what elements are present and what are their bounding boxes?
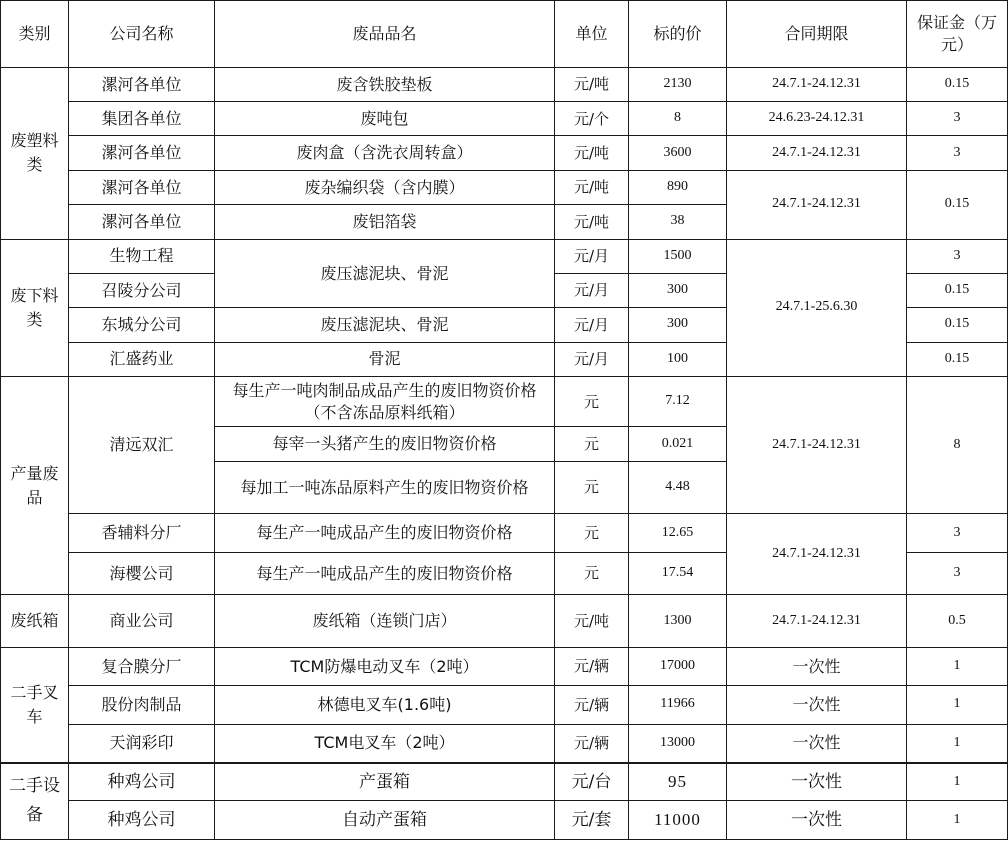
header-period: 合同期限	[727, 1, 907, 68]
deposit-cell: 3	[907, 552, 1008, 594]
table-row	[1, 724, 1008, 762]
price-cell: 4.48	[629, 461, 727, 514]
item-cell: 废压滤泥块、骨泥	[215, 308, 555, 342]
price-cell: 7.12	[629, 376, 727, 427]
price-cell: 890	[629, 170, 727, 204]
header-company: 公司名称	[69, 1, 215, 68]
period-cell: 一次性	[727, 763, 907, 801]
item-cell: 废压滤泥块、骨泥	[215, 239, 555, 308]
company-cell: 漯河各单位	[69, 170, 215, 204]
company-cell: 集团各单位	[69, 102, 215, 136]
table-row	[1, 763, 1008, 801]
unit-cell: 元	[555, 461, 629, 514]
item-cell: 废铝箔袋	[215, 205, 555, 239]
price-cell: 8	[629, 102, 727, 136]
unit-cell: 元	[555, 427, 629, 461]
item-cell: TCM电叉车（2吨）	[215, 724, 555, 762]
table-row	[1, 136, 1008, 170]
item-cell: 自动产蛋箱	[215, 801, 555, 840]
item-cell: 每加工一吨冻品原料产生的废旧物资价格	[215, 461, 555, 514]
unit-cell: 元	[555, 552, 629, 594]
deposit-cell: 1	[907, 647, 1008, 685]
company-cell: 商业公司	[69, 595, 215, 648]
deposit-cell: 3	[907, 136, 1008, 170]
deposit-cell: 1	[907, 763, 1008, 801]
deposit-cell: 1	[907, 686, 1008, 724]
price-cell: 17.54	[629, 552, 727, 594]
deposit-cell: 1	[907, 801, 1008, 840]
price-cell: 38	[629, 205, 727, 239]
item-cell: 废纸箱（连锁门店）	[215, 595, 555, 648]
item-cell: 产蛋箱	[215, 763, 555, 801]
unit-cell: 元/吨	[555, 170, 629, 204]
unit-cell: 元/辆	[555, 647, 629, 685]
company-cell: 香辅料分厂	[69, 514, 215, 552]
header-item: 废品品名	[215, 1, 555, 68]
item-cell: 废杂编织袋（含内膜）	[215, 170, 555, 204]
price-cell: 13000	[629, 724, 727, 762]
unit-cell: 元/个	[555, 102, 629, 136]
price-cell: 0.021	[629, 427, 727, 461]
category-cell: 废下料类	[1, 239, 69, 376]
deposit-cell: 3	[907, 514, 1008, 552]
period-cell: 一次性	[727, 686, 907, 724]
item-cell: 每宰一头猪产生的废旧物资价格	[215, 427, 555, 461]
deposit-cell: 0.15	[907, 342, 1008, 376]
price-cell: 100	[629, 342, 727, 376]
table-row	[1, 239, 1008, 273]
unit-cell: 元/吨	[555, 205, 629, 239]
unit-cell: 元/月	[555, 342, 629, 376]
company-cell: 召陵分公司	[69, 273, 215, 307]
company-cell: 漯河各单位	[69, 67, 215, 101]
deposit-cell: 3	[907, 239, 1008, 273]
unit-cell: 元/吨	[555, 595, 629, 648]
table-row	[1, 102, 1008, 136]
unit-cell: 元/月	[555, 239, 629, 273]
unit-cell: 元	[555, 514, 629, 552]
category-cell: 产量废品	[1, 376, 69, 594]
deposit-cell: 8	[907, 376, 1008, 513]
period-cell: 24.6.23-24.12.31	[727, 102, 907, 136]
item-cell: 每生产一吨肉制品成品产生的废旧物资价格（不含冻品原料纸箱）	[215, 376, 555, 427]
header-unit: 单位	[555, 1, 629, 68]
price-cell: 11966	[629, 686, 727, 724]
company-cell: 种鸡公司	[69, 763, 215, 801]
company-cell: 东城分公司	[69, 308, 215, 342]
company-cell: 种鸡公司	[69, 801, 215, 840]
item-cell: 废肉盒（含洗衣周转盒）	[215, 136, 555, 170]
unit-cell: 元	[555, 376, 629, 427]
table-row	[1, 595, 1008, 648]
price-cell: 1500	[629, 239, 727, 273]
deposit-cell: 0.15	[907, 308, 1008, 342]
item-cell: 林德电叉车(1.6吨)	[215, 686, 555, 724]
price-cell: 11000	[629, 801, 727, 840]
table-row	[1, 801, 1008, 840]
price-cell: 1300	[629, 595, 727, 648]
price-cell: 2130	[629, 67, 727, 101]
unit-cell: 元/套	[555, 801, 629, 840]
period-cell: 一次性	[727, 724, 907, 762]
price-cell: 17000	[629, 647, 727, 685]
price-cell: 3600	[629, 136, 727, 170]
period-cell: 24.7.1-24.12.31	[727, 595, 907, 648]
deposit-cell: 0.5	[907, 595, 1008, 648]
table-row	[1, 376, 1008, 427]
unit-cell: 元/月	[555, 308, 629, 342]
unit-cell: 元/吨	[555, 67, 629, 101]
price-cell: 300	[629, 273, 727, 307]
table-row	[1, 647, 1008, 685]
header-deposit: 保证金（万元）	[907, 1, 1008, 68]
period-cell: 24.7.1-24.12.31	[727, 170, 907, 239]
company-cell: 海樱公司	[69, 552, 215, 594]
period-cell: 一次性	[727, 801, 907, 840]
table-row	[1, 67, 1008, 101]
company-cell: 股份肉制品	[69, 686, 215, 724]
price-cell: 12.65	[629, 514, 727, 552]
company-cell: 生物工程	[69, 239, 215, 273]
period-cell: 24.7.1-24.12.31	[727, 514, 907, 595]
price-cell: 95	[629, 763, 727, 801]
deposit-cell: 0.15	[907, 170, 1008, 239]
period-cell: 一次性	[727, 647, 907, 685]
header-category: 类别	[1, 1, 69, 68]
deposit-cell: 0.15	[907, 273, 1008, 307]
company-cell: 天润彩印	[69, 724, 215, 762]
company-cell: 汇盛药业	[69, 342, 215, 376]
table-row	[1, 686, 1008, 724]
unit-cell: 元/吨	[555, 136, 629, 170]
unit-cell: 元/辆	[555, 686, 629, 724]
item-cell: 废含铁胶垫板	[215, 67, 555, 101]
table-row	[1, 514, 1008, 552]
company-cell: 漯河各单位	[69, 205, 215, 239]
item-cell: TCM防爆电动叉车（2吨）	[215, 647, 555, 685]
unit-cell: 元/台	[555, 763, 629, 801]
period-cell: 24.7.1-24.12.31	[727, 136, 907, 170]
company-cell: 清远双汇	[69, 376, 215, 513]
category-cell: 二手叉车	[1, 647, 69, 762]
deposit-cell: 1	[907, 724, 1008, 762]
table-row	[1, 170, 1008, 204]
header-price: 标的价	[629, 1, 727, 68]
deposit-cell: 3	[907, 102, 1008, 136]
period-cell: 24.7.1-24.12.31	[727, 67, 907, 101]
company-cell: 漯河各单位	[69, 136, 215, 170]
item-cell: 每生产一吨成品产生的废旧物资价格	[215, 514, 555, 552]
header-row	[1, 1, 1008, 68]
category-cell: 废塑料类	[1, 67, 69, 239]
item-cell: 骨泥	[215, 342, 555, 376]
category-cell: 二手设备	[1, 763, 69, 840]
item-cell: 每生产一吨成品产生的废旧物资价格	[215, 552, 555, 594]
price-cell: 300	[629, 308, 727, 342]
item-cell: 废吨包	[215, 102, 555, 136]
unit-cell: 元/辆	[555, 724, 629, 762]
company-cell: 复合膜分厂	[69, 647, 215, 685]
category-cell: 废纸箱	[1, 595, 69, 648]
deposit-cell: 0.15	[907, 67, 1008, 101]
period-cell: 24.7.1-24.12.31	[727, 376, 907, 513]
period-cell: 24.7.1-25.6.30	[727, 239, 907, 376]
unit-cell: 元/月	[555, 273, 629, 307]
